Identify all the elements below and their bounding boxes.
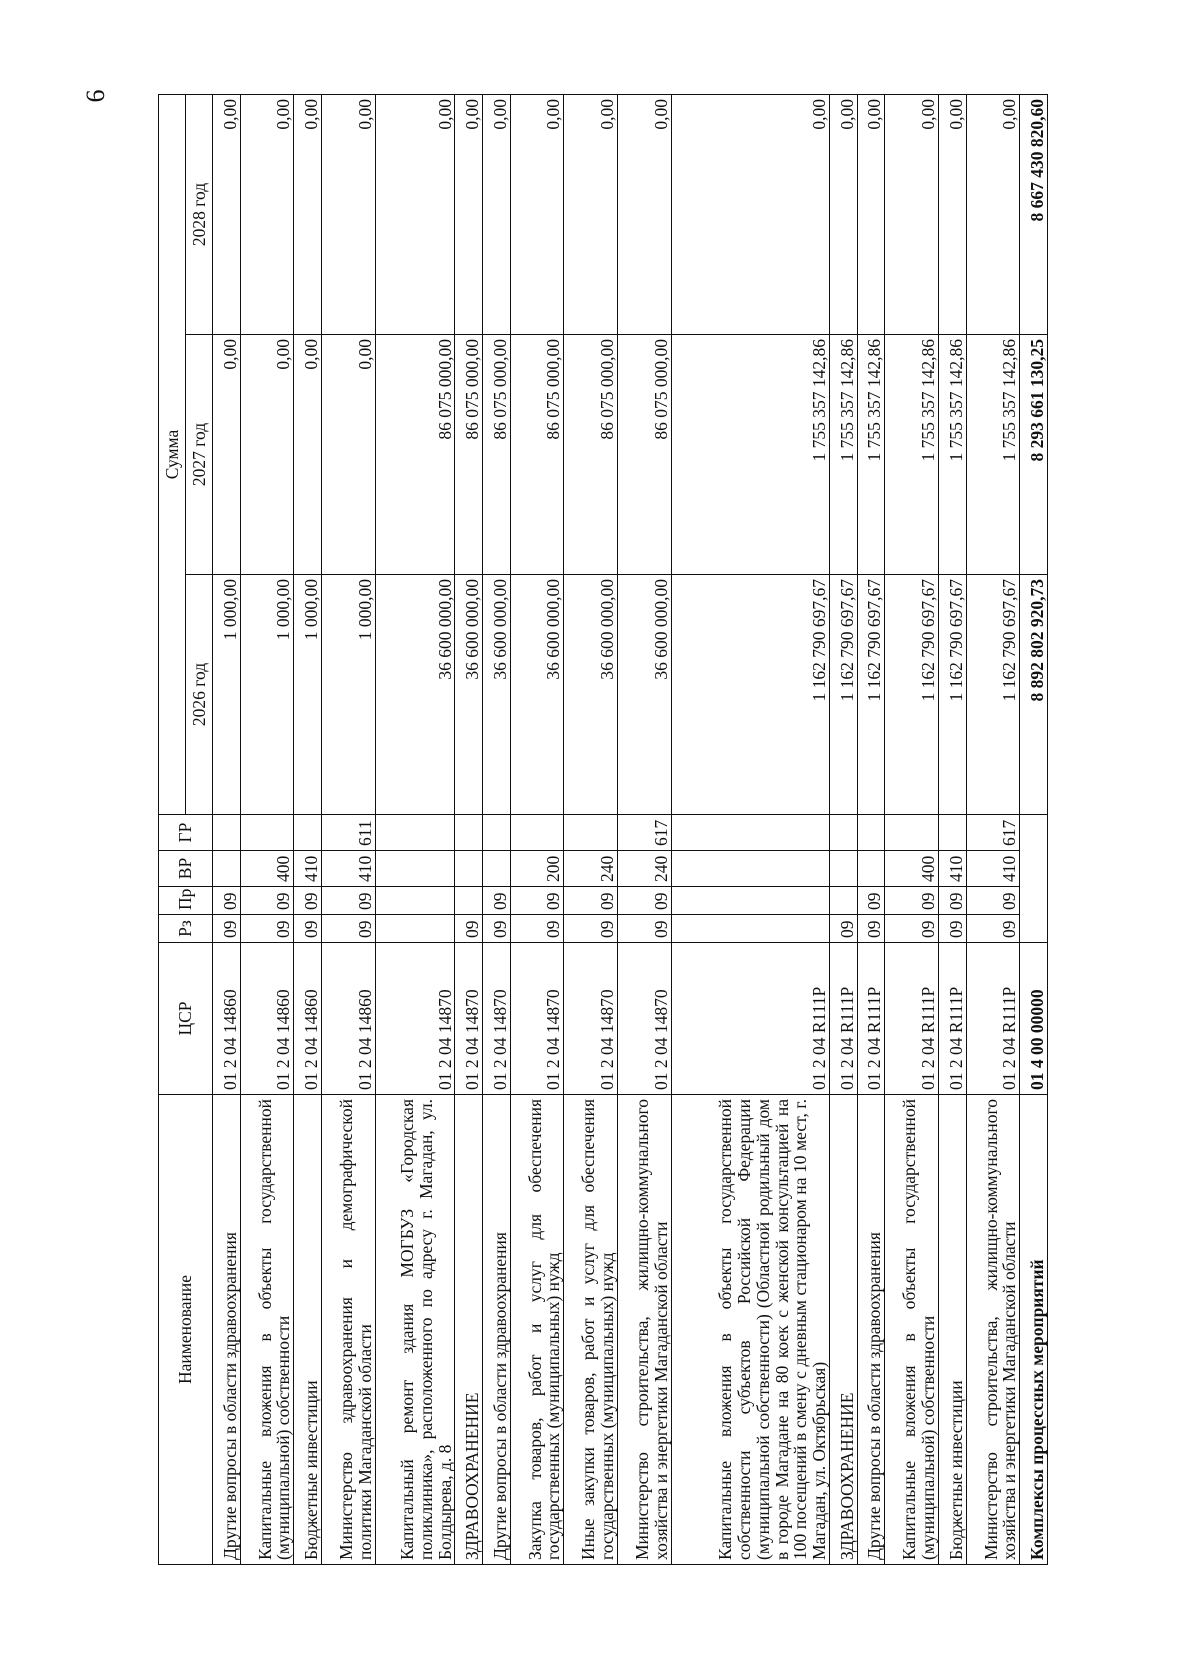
- cell-y2026: 36 600 000,00: [483, 575, 511, 815]
- table-row: [375, 94, 455, 1564]
- cell-pr: 09: [510, 887, 564, 915]
- cell-csr: 01 2 04 14860: [294, 943, 322, 1095]
- cell-y2027: 86 075 000,00: [564, 335, 618, 575]
- cell-y2028: 0,00: [564, 94, 618, 334]
- cell-y2028: 0,00: [618, 94, 672, 334]
- cell-rz: 09: [510, 915, 564, 943]
- cell-y2028: 0,00: [671, 94, 829, 334]
- cell-y2028: 0,00: [375, 94, 455, 334]
- cell-y2026: 1 162 790 697,67: [939, 575, 967, 815]
- table-row: [564, 94, 618, 1564]
- cell-rz: 09: [213, 915, 241, 943]
- cell-name: Бюджетные инвестиции: [294, 1095, 322, 1565]
- cell-csr: 01 2 04 14860: [321, 943, 375, 1095]
- cell-name: ЗДРАВООХРАНЕНИЕ: [830, 1095, 858, 1565]
- cell-rz: 09: [483, 915, 511, 943]
- cell-y2027: 86 075 000,00: [455, 335, 483, 575]
- cell-vr: 400: [885, 851, 939, 887]
- cell-gr: 617: [618, 815, 672, 851]
- table-row: [671, 94, 829, 1564]
- cell-pr: 09: [321, 887, 375, 915]
- cell-vr: [857, 851, 885, 887]
- cell-pr: 09: [564, 887, 618, 915]
- cell-name: Капитальный ремонт здания МОГБУЗ «Городская поликлиника», расположенного по адресу г. Магадан, ул. Болдырева, д. 8: [375, 1095, 455, 1565]
- header-vr: ВР: [159, 851, 213, 887]
- header-name: Наименование: [159, 1095, 213, 1565]
- cell-rz: 09: [830, 915, 858, 943]
- cell-rz: 09: [321, 915, 375, 943]
- table-row: [455, 94, 483, 1564]
- cell-rz: 09: [240, 915, 294, 943]
- cell-y2027: 1 755 357 142,86: [885, 335, 939, 575]
- cell-y2027: 0,00: [213, 335, 241, 575]
- cell-pr: 09: [240, 887, 294, 915]
- cell-gr: [375, 815, 455, 851]
- cell-csr: 01 2 04 R111P: [830, 943, 858, 1095]
- cell-rz: [671, 915, 829, 943]
- table-row: [213, 94, 241, 1564]
- cell-y2026: 1 162 790 697,67: [885, 575, 939, 815]
- cell-gr: [671, 815, 829, 851]
- cell-y2026: 1 162 790 697,67: [671, 575, 829, 815]
- cell-name: Другие вопросы в области здравоохранения: [213, 1095, 241, 1565]
- cell-pr: 09: [618, 887, 672, 915]
- cell-pr: [455, 887, 483, 915]
- cell-y2027: 1 755 357 142,86: [857, 335, 885, 575]
- cell-csr: 01 2 04 14870: [510, 943, 564, 1095]
- cell-y2028: 0,00: [830, 94, 858, 334]
- cell-pr: 09: [213, 887, 241, 915]
- cell-rz: [375, 915, 455, 943]
- cell-vr: [455, 851, 483, 887]
- cell-name: Иные закупки товаров, работ и услуг для обеспечения государственных (муниципальных) нужд: [564, 1095, 618, 1565]
- table-row: [510, 94, 564, 1564]
- table-row: [321, 94, 375, 1564]
- cell-pr: [375, 887, 455, 915]
- cell-y2026: 36 600 000,00: [564, 575, 618, 815]
- cell-vr: [483, 851, 511, 887]
- cell-y2028: 0,00: [483, 94, 511, 334]
- cell-csr: 01 2 04 R111P: [966, 943, 1020, 1095]
- cell-y2027: 0,00: [294, 335, 322, 575]
- cell-vr: 240: [564, 851, 618, 887]
- cell-name: Министерство строительства, жилищно-коммунального хозяйства и энергетики Магаданской области: [618, 1095, 672, 1565]
- table-row: [966, 94, 1020, 1564]
- header-2026: 2026 год: [186, 575, 213, 815]
- cell-y2027: 0,00: [240, 335, 294, 575]
- cell-pr: 09: [966, 887, 1020, 915]
- cell-pr: [671, 887, 829, 915]
- cell-vr: 410: [321, 851, 375, 887]
- cell-y2026: 1 162 790 697,67: [857, 575, 885, 815]
- cell-y2026: 1 000,00: [321, 575, 375, 815]
- cell-csr: 01 2 04 14860: [240, 943, 294, 1095]
- total-y2026: 8 892 802 920,73: [1020, 575, 1048, 815]
- budget-table: [158, 94, 1048, 1565]
- cell-gr: [939, 815, 967, 851]
- cell-gr: [483, 815, 511, 851]
- cell-y2028: 0,00: [885, 94, 939, 334]
- cell-vr: 410: [939, 851, 967, 887]
- cell-y2027: 1 755 357 142,86: [939, 335, 967, 575]
- cell-gr: [510, 815, 564, 851]
- cell-csr: 01 2 04 R111P: [671, 943, 829, 1095]
- cell-csr: 01 2 04 14870: [564, 943, 618, 1095]
- total-name: Комплексы процессных мероприятий: [1020, 1095, 1048, 1565]
- cell-y2028: 0,00: [240, 94, 294, 334]
- cell-gr: 611: [321, 815, 375, 851]
- cell-csr: 01 2 04 14870: [618, 943, 672, 1095]
- cell-pr: 09: [483, 887, 511, 915]
- cell-name: Другие вопросы в области здравоохранения: [857, 1095, 885, 1565]
- cell-y2028: 0,00: [510, 94, 564, 334]
- header-csr: ЦСР: [159, 943, 213, 1095]
- cell-gr: [240, 815, 294, 851]
- cell-name: Министерство здравоохранения и демографической политики Магаданской области: [321, 1095, 375, 1565]
- header-sum: Сумма: [159, 94, 186, 814]
- cell-vr: 200: [510, 851, 564, 887]
- cell-rz: 09: [966, 915, 1020, 943]
- table-row: [939, 94, 967, 1564]
- cell-csr: 01 2 04 14870: [483, 943, 511, 1095]
- cell-pr: 09: [939, 887, 967, 915]
- header-rz: Рз: [159, 915, 213, 943]
- cell-y2026: 1 162 790 697,67: [830, 575, 858, 815]
- cell-csr: 01 2 04 R111P: [939, 943, 967, 1095]
- table-row: [294, 94, 322, 1564]
- cell-pr: 09: [294, 887, 322, 915]
- cell-pr: 09: [857, 887, 885, 915]
- cell-vr: 400: [240, 851, 294, 887]
- table-row: [618, 94, 672, 1564]
- cell-y2027: 1 755 357 142,86: [966, 335, 1020, 575]
- cell-y2026: 36 600 000,00: [618, 575, 672, 815]
- total-y2027: 8 293 661 130,25: [1020, 335, 1048, 575]
- cell-name: Министерство строительства, жилищно-коммунального хозяйства и энергетики Магаданской области: [966, 1095, 1020, 1565]
- cell-csr: 01 2 04 14860: [213, 943, 241, 1095]
- cell-name: Капитальные вложения в объекты государственной (муниципальной) собственности: [240, 1095, 294, 1565]
- cell-gr: [885, 815, 939, 851]
- cell-y2026: 36 600 000,00: [455, 575, 483, 815]
- cell-vr: [671, 851, 829, 887]
- table-body: [213, 94, 1048, 1564]
- cell-y2028: 0,00: [321, 94, 375, 334]
- cell-gr: [564, 815, 618, 851]
- cell-gr: 617: [966, 815, 1020, 851]
- cell-gr: [294, 815, 322, 851]
- cell-y2027: 0,00: [321, 335, 375, 575]
- total-csr: 01 4 00 00000: [1020, 943, 1048, 1095]
- cell-y2028: 0,00: [939, 94, 967, 334]
- header-2028: 2028 год: [186, 94, 213, 334]
- cell-y2028: 0,00: [857, 94, 885, 334]
- cell-csr: 01 2 04 R111P: [857, 943, 885, 1095]
- total-row: [1020, 94, 1048, 1564]
- cell-vr: 410: [294, 851, 322, 887]
- cell-rz: 09: [618, 915, 672, 943]
- cell-y2026: 36 600 000,00: [510, 575, 564, 815]
- cell-csr: 01 2 04 14870: [455, 943, 483, 1095]
- cell-y2026: 1 000,00: [294, 575, 322, 815]
- cell-pr: [830, 887, 858, 915]
- cell-pr: 09: [885, 887, 939, 915]
- cell-rz: 09: [455, 915, 483, 943]
- total-empty: [1020, 815, 1048, 943]
- cell-gr: [857, 815, 885, 851]
- table-row: [830, 94, 858, 1564]
- cell-name: Капитальные вложения в объекты государственной собственности субъектов Российской Федерации (муниципальной собственности) (Областной родильный дом в городе Магадане на 80 коек с женской консультацией на 100 посещений в смену с дневным стационаром на 10 мест, г. Магадан, ул. Октябрьская): [671, 1095, 829, 1565]
- total-y2028: 8 667 430 820,60: [1020, 94, 1048, 334]
- cell-y2026: 1 000,00: [240, 575, 294, 815]
- table-row: [240, 94, 294, 1564]
- cell-vr: [213, 851, 241, 887]
- cell-y2027: 86 075 000,00: [510, 335, 564, 575]
- cell-y2027: 1 755 357 142,86: [830, 335, 858, 575]
- cell-y2027: 86 075 000,00: [618, 335, 672, 575]
- cell-gr: [455, 815, 483, 851]
- table-row: [483, 94, 511, 1564]
- cell-rz: 09: [294, 915, 322, 943]
- cell-y2026: 36 600 000,00: [375, 575, 455, 815]
- table-header: [159, 94, 213, 1564]
- cell-name: Бюджетные инвестиции: [939, 1095, 967, 1565]
- cell-csr: 01 2 04 R111P: [885, 943, 939, 1095]
- cell-y2027: 86 075 000,00: [483, 335, 511, 575]
- header-gr: ГР: [159, 815, 213, 851]
- cell-y2026: 1 162 790 697,67: [966, 575, 1020, 815]
- cell-name: Закупка товаров, работ и услуг для обеспечения государственных (муниципальных) нужд: [510, 1095, 564, 1565]
- rotated-table-container: [158, 95, 1048, 1565]
- cell-vr: 240: [618, 851, 672, 887]
- cell-y2028: 0,00: [455, 94, 483, 334]
- cell-y2026: 1 000,00: [213, 575, 241, 815]
- table-row: [857, 94, 885, 1564]
- cell-rz: 09: [857, 915, 885, 943]
- cell-y2028: 0,00: [213, 94, 241, 334]
- cell-name: Капитальные вложения в объекты государственной (муниципальной) собственности: [885, 1095, 939, 1565]
- cell-y2027: 1 755 357 142,86: [671, 335, 829, 575]
- cell-vr: [375, 851, 455, 887]
- cell-y2028: 0,00: [966, 94, 1020, 334]
- header-row: [159, 94, 186, 1564]
- cell-rz: 09: [885, 915, 939, 943]
- header-2027: 2027 год: [186, 335, 213, 575]
- cell-csr: 01 2 04 14870: [375, 943, 455, 1095]
- cell-y2027: 86 075 000,00: [375, 335, 455, 575]
- cell-name: ЗДРАВООХРАНЕНИЕ: [455, 1095, 483, 1565]
- cell-gr: [830, 815, 858, 851]
- cell-y2028: 0,00: [294, 94, 322, 334]
- cell-rz: 09: [564, 915, 618, 943]
- cell-vr: 410: [966, 851, 1020, 887]
- cell-gr: [213, 815, 241, 851]
- page-number: 6: [81, 89, 110, 103]
- cell-vr: [830, 851, 858, 887]
- cell-name: Другие вопросы в области здравоохранения: [483, 1095, 511, 1565]
- cell-rz: 09: [939, 915, 967, 943]
- header-pr: Пр: [159, 887, 213, 915]
- table-row: [885, 94, 939, 1564]
